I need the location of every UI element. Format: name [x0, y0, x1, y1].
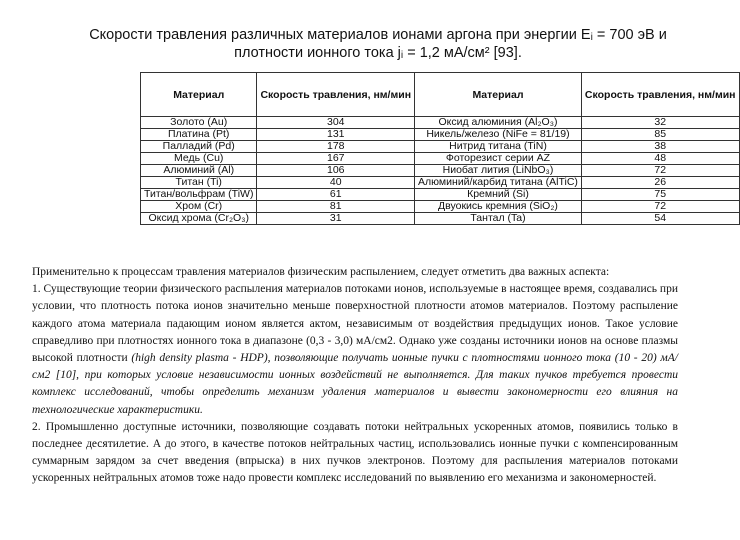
paragraph-point-1 — [32, 281, 678, 419]
material-cell: Медь (Cu) — [141, 153, 257, 165]
rate-cell: 54 — [581, 213, 739, 225]
table-title — [78, 26, 678, 62]
rate-cell: 106 — [257, 165, 415, 177]
rate-cell: 131 — [257, 129, 415, 141]
material-cell: Тантал (Ta) — [415, 213, 582, 225]
rate-cell: 26 — [581, 177, 739, 189]
material-cell: Хром (Cr) — [141, 201, 257, 213]
rate-cell: 38 — [581, 141, 739, 153]
paragraph-intro: Применительно к процессам травления материалов физическим распылением, следует отметить два важных аспекта: — [32, 266, 610, 278]
table-row — [141, 201, 740, 213]
header-rate-2: Скорость травления, нм/мин — [581, 73, 739, 117]
rate-cell: 48 — [581, 153, 739, 165]
table-title-line-1: Скорости травления различных материалов ионами аргона при энергии Eᵢ = 700 эВ и — [89, 27, 667, 43]
material-cell: Фоторезист серии AZ — [415, 153, 582, 165]
paragraph-point-1-italic: (high density plasma - HDP), позволяющие получать ионные пучки с плотностями ионного тока (10 - 20) мА/см2 [10], при которых условие независимости ионных воздействий не выполняется. Для таких пучков требуется провести комплекс исследований, чтобы определить механизм удаления материалов и вывести закономерности его влияния на технологические характеристики. — [32, 352, 678, 416]
table-header-row — [141, 73, 740, 117]
rate-cell: 85 — [581, 129, 739, 141]
rate-cell: 40 — [257, 177, 415, 189]
material-cell: Ниобат лития (LiNbO₃) — [415, 165, 582, 177]
material-cell: Палладий (Pd) — [141, 141, 257, 153]
header-material-1: Материал — [141, 73, 257, 117]
rate-cell: 178 — [257, 141, 415, 153]
paragraph-point-2: 2. Промышленно доступные источники, позволяющие создавать потоки нейтральных ускоренных атомов, появились только в последнее десятилетие. А до этого, в качестве потоков нейтральных частиц, использовались ионные пучки с компенсированным суммарным зарядом за счет введения (впрыска) в них пучков электронов. Поэтому для распыления материалов потоками ускоренных нейтральных атомов тоже надо провести комплекс исследований по выявлению его механизма и закономерностей. — [32, 420, 678, 485]
material-cell: Золото (Au) — [141, 117, 257, 129]
rate-cell: 75 — [581, 189, 739, 201]
material-cell: Титан (Ti) — [141, 177, 257, 189]
rate-cell: 304 — [257, 117, 415, 129]
header-rate-1: Скорость травления, нм/мин — [257, 73, 415, 117]
material-cell: Оксид алюминия (Al₂O₃) — [415, 117, 582, 129]
rate-cell: 32 — [581, 117, 739, 129]
material-cell: Кремний (Si) — [415, 189, 582, 201]
material-cell: Алюминий/карбид титана (AlTiC) — [415, 177, 582, 189]
table-row — [141, 153, 740, 165]
material-cell: Нитрид титана (TiN) — [415, 141, 582, 153]
material-cell: Титан/вольфрам (TiW) — [141, 189, 257, 201]
body-text — [32, 264, 678, 488]
material-cell: Двуокись кремния (SiO₂) — [415, 201, 582, 213]
material-cell: Оксид хрома (Cr₂O₃) — [141, 213, 257, 225]
etch-rate-table — [140, 72, 740, 225]
table-row — [141, 141, 740, 153]
table-row — [141, 177, 740, 189]
rate-cell: 72 — [581, 165, 739, 177]
table-row — [141, 165, 740, 177]
table-row — [141, 189, 740, 201]
table-row — [141, 117, 740, 129]
table-row — [141, 129, 740, 141]
rate-cell: 72 — [581, 201, 739, 213]
material-cell: Никель/железо (NiFe = 81/19) — [415, 129, 582, 141]
material-cell: Платина (Pt) — [141, 129, 257, 141]
material-cell: Алюминий (Al) — [141, 165, 257, 177]
rate-cell: 81 — [257, 201, 415, 213]
header-material-2: Материал — [415, 73, 582, 117]
rate-cell: 61 — [257, 189, 415, 201]
table-title-line-2: плотности ионного тока jᵢ = 1,2 мА/см² [93]. — [234, 45, 522, 61]
table-row — [141, 213, 740, 225]
rate-cell: 167 — [257, 153, 415, 165]
rate-cell: 31 — [257, 213, 415, 225]
paragraph-point-1-text: 1. Существующие теории физического распыления материалов потоками ионов, используемые в настоящее время, создавались при условии, что плотность потока ионов значительно меньше поверхностной плотности атомов материалов. Поэтому распыление каждого атома материала падающим ионом является актом, независимым от воздействия предыдущих ионов. Такое условие справедливо при плотностях ионного тока в диапазоне (0,3 - 3,0) мА/см2. Однако уже созданы источники ионов на основе плазмы высокой плотности — [32, 283, 678, 365]
